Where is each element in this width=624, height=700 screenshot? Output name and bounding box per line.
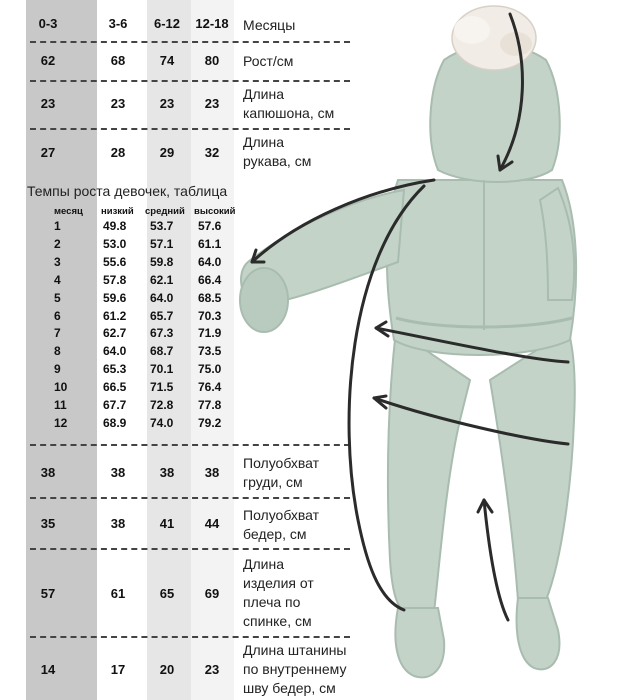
cell: 61 [110, 586, 126, 601]
growth-value: 73.5 [198, 344, 222, 359]
growth-value: 66.5 [103, 380, 127, 395]
growth-month: 6 [54, 308, 61, 323]
cell: 65 [159, 586, 175, 601]
growth-table-title: Темпы роста девочек, таблица [27, 183, 228, 199]
label-line: Длина [243, 134, 284, 150]
growth-value: 68.9 [103, 415, 127, 430]
cell: 23 [40, 96, 56, 111]
cell: 35 [40, 516, 56, 531]
cell: 38 [40, 465, 56, 480]
cell: 68 [110, 53, 126, 68]
cell: 74 [159, 53, 175, 68]
growth-month: 3 [54, 254, 61, 269]
cell: 23 [159, 96, 175, 111]
growth-value: 55.6 [103, 254, 127, 269]
label-line: груди, см [243, 474, 303, 490]
growth-value: 61.2 [103, 308, 127, 323]
growth-month: 1 [54, 219, 61, 233]
growth-month: 8 [54, 344, 61, 359]
cell: 3-6 [108, 16, 128, 31]
cell: 23 [204, 96, 220, 111]
growth-header: месяц [54, 206, 83, 217]
growth-value: 59.8 [150, 254, 174, 269]
growth-month: 5 [54, 290, 61, 305]
growth-value: 76.4 [198, 380, 222, 395]
growth-value: 68.7 [150, 344, 174, 359]
cell: 80 [204, 53, 220, 68]
growth-value: 57.1 [150, 236, 174, 251]
cell: 14 [40, 662, 56, 677]
right-bootie [517, 598, 560, 669]
growth-value: 70.1 [150, 362, 174, 377]
growth-value: 59.6 [103, 290, 127, 305]
label-line: изделия от [243, 575, 314, 591]
growth-month: 4 [54, 272, 61, 287]
growth-value: 71.5 [150, 380, 174, 395]
snowsuit-body [240, 45, 576, 677]
fur-pompom [452, 6, 536, 70]
cell: 44 [204, 516, 220, 531]
growth-value: 70.3 [198, 308, 222, 323]
growth-value: 67.3 [150, 326, 174, 341]
growth-value: 71.9 [198, 326, 222, 341]
growth-month: 11 [54, 398, 67, 412]
growth-value: 65.3 [103, 362, 127, 377]
cell: 69 [204, 586, 220, 601]
cell: 29 [159, 145, 175, 160]
cell: 41 [159, 516, 175, 531]
growth-header: высокий [194, 206, 236, 217]
label-line: рукава, см [243, 153, 312, 169]
cell: 32 [204, 145, 220, 160]
growth-value: 64.0 [150, 290, 174, 305]
snowsuit-illustration [228, 0, 624, 700]
growth-value: 62.7 [103, 326, 127, 341]
cell: 17 [110, 662, 126, 677]
label-line: Полуобхват [243, 455, 320, 471]
growth-value: 65.7 [150, 308, 174, 323]
label-line: Длина штанины [243, 642, 347, 658]
growth-value: 66.4 [198, 272, 222, 287]
growth-month: 9 [54, 362, 61, 377]
cell: 23 [204, 662, 220, 677]
growth-value: 61.1 [198, 236, 222, 251]
growth-value: 53.7 [150, 219, 174, 233]
label-line: по внутреннему [243, 661, 347, 677]
label-line: капюшона, см [243, 105, 335, 121]
label-line: Полуобхват [243, 507, 320, 523]
growth-value: 68.5 [198, 290, 222, 305]
row-label: Месяцы [243, 17, 296, 33]
left-bootie [395, 608, 444, 677]
left-cuff [240, 268, 288, 332]
growth-value: 62.1 [150, 272, 174, 287]
cell: 38 [159, 465, 175, 480]
cell: 38 [110, 465, 126, 480]
growth-month: 12 [54, 415, 68, 430]
cell: 38 [204, 465, 220, 480]
cell: 38 [110, 516, 126, 531]
row-label: Рост/см [243, 53, 294, 69]
growth-value: 67.7 [103, 398, 127, 412]
inseam-arrow [484, 500, 508, 620]
cell: 6-12 [153, 16, 181, 31]
cell: 20 [159, 662, 175, 677]
label-line: шву бедер, см [243, 680, 336, 696]
growth-value: 53.0 [103, 236, 127, 251]
cell: 23 [110, 96, 126, 111]
cell: 57 [40, 586, 56, 601]
cell: 28 [110, 145, 126, 160]
label-line: плеча по [243, 594, 301, 610]
growth-header: низкий [101, 206, 134, 217]
label-line: бедер, см [243, 526, 307, 542]
growth-value: 64.0 [103, 344, 127, 359]
right-leg [490, 330, 575, 600]
label-line: Длина [243, 556, 284, 572]
growth-value: 74.0 [150, 415, 174, 430]
growth-value: 49.8 [103, 219, 127, 233]
growth-value: 77.8 [198, 398, 222, 412]
growth-value: 75.0 [198, 362, 222, 377]
growth-month: 7 [54, 326, 61, 341]
cell: 12-18 [195, 16, 229, 31]
cell: 0-3 [38, 16, 58, 31]
growth-value: 79.2 [198, 415, 222, 430]
growth-month: 10 [54, 380, 68, 395]
growth-header: средний [145, 206, 185, 217]
growth-value: 57.8 [103, 272, 127, 287]
label-line: Длина [243, 86, 284, 102]
cell: 62 [40, 53, 56, 68]
cell: 27 [40, 145, 56, 160]
left-leg [388, 330, 470, 612]
label-line: спинке, см [243, 613, 312, 629]
growth-value: 57.6 [198, 219, 222, 233]
growth-month: 2 [54, 236, 61, 251]
growth-value: 64.0 [198, 254, 222, 269]
growth-value: 72.8 [150, 398, 174, 412]
